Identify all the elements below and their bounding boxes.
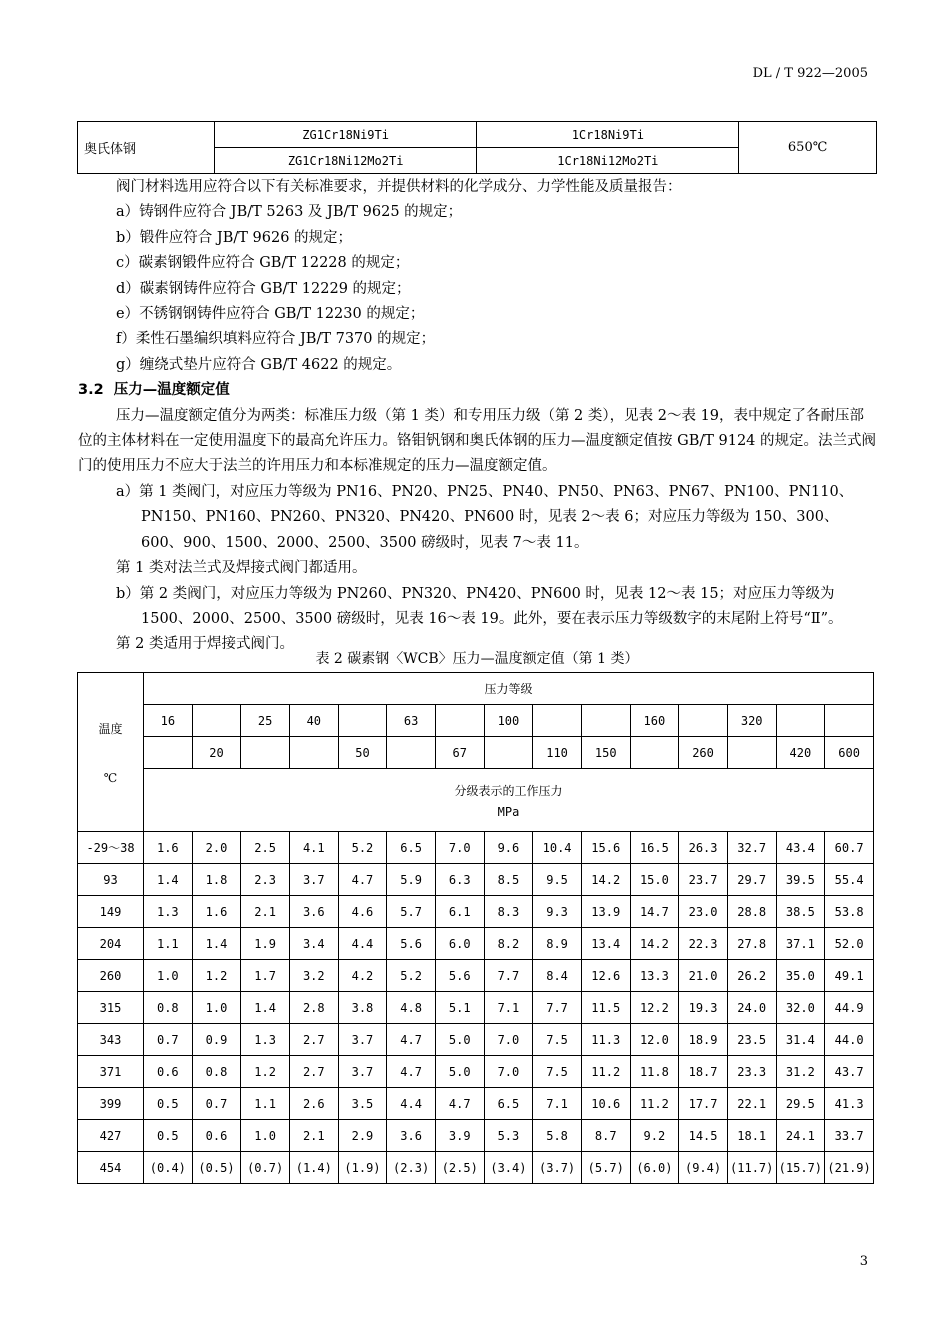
pressure-class-cell: 25 xyxy=(241,705,290,737)
pressure-class-cell: 40 xyxy=(289,705,338,737)
section-number: 3.2 xyxy=(78,382,104,399)
temperature-cell: 93 xyxy=(78,864,144,896)
list-item-b: b）第 2 类阀门，对应压力等级为 PN260、PN320、PN420、PN600 时，见表 12～表 15；对应压力等级为 1500、2000、2500、3500 磅级时，见表 16～表 19。此外，要在表示压力等级数字的末尾附上符号“Ⅱ”。 xyxy=(116,585,843,627)
pressure-class-cell: 63 xyxy=(387,705,436,737)
pressure-class-cell xyxy=(727,737,776,769)
pressure-value-cell: (0.7) xyxy=(241,1152,290,1184)
list-item: d）碳素钢铸件应符合 GB/T 12229 的规定； xyxy=(116,280,411,297)
pressure-value-cell: 13.9 xyxy=(581,896,630,928)
working-pressure-label: 分级表示的工作压力 xyxy=(454,783,563,798)
paragraph: 压力—温度额定值分为两类：标准压力级（第 1 类）和专用压力级（第 2 类），见表 2～表 19，表中规定了各耐压部位的主体材料在一定使用温度下的最高允许压力。铬钼钒钢和奥氏体钢的压力—温度额定值按 GB/T 9124 的规定。法兰式阀门的使用压力不应大于法兰的许用压力和本标准规定的压力—温度额定值。 xyxy=(78,407,877,475)
pressure-value-cell: 4.7 xyxy=(387,1056,436,1088)
working-pressure-header xyxy=(144,769,874,832)
pressure-value-cell: 3.6 xyxy=(387,1120,436,1152)
pressure-value-cell: 2.7 xyxy=(289,1024,338,1056)
pressure-value-cell: (1.9) xyxy=(338,1152,387,1184)
pressure-value-cell: 8.3 xyxy=(484,896,533,928)
pressure-value-cell: 15.0 xyxy=(630,864,679,896)
pressure-value-cell: 6.3 xyxy=(435,864,484,896)
pressure-value-cell: 3.4 xyxy=(289,928,338,960)
list-item: c）碳素钢锻件应符合 GB/T 12228 的规定； xyxy=(116,255,410,272)
pressure-class-cell xyxy=(241,737,290,769)
pressure-value-cell: 7.5 xyxy=(533,1056,582,1088)
pressure-value-cell: 31.4 xyxy=(776,1024,825,1056)
pressure-value-cell: 1.0 xyxy=(241,1120,290,1152)
pressure-value-cell: 4.1 xyxy=(289,832,338,864)
pressure-value-cell: 11.3 xyxy=(581,1024,630,1056)
pressure-value-cell: 8.7 xyxy=(581,1120,630,1152)
pressure-value-cell: 1.7 xyxy=(241,960,290,992)
pressure-value-cell: 5.0 xyxy=(435,1024,484,1056)
pressure-value-cell: 5.3 xyxy=(484,1120,533,1152)
pressure-value-cell: 33.7 xyxy=(825,1120,874,1152)
pressure-class-cell: 600 xyxy=(825,737,874,769)
temperature-cell: 343 xyxy=(78,1024,144,1056)
table-row xyxy=(78,896,874,928)
list-item: g）缠绕式垫片应符合 GB/T 4622 的规定。 xyxy=(116,356,402,373)
pressure-value-cell: (15.7) xyxy=(776,1152,825,1184)
temperature-cell: 399 xyxy=(78,1088,144,1120)
pressure-value-cell: (2.5) xyxy=(435,1152,484,1184)
note: 第 2 类适用于焊接式阀门。 xyxy=(116,636,294,653)
pressure-value-cell: 22.1 xyxy=(727,1088,776,1120)
pressure-class-cell: 50 xyxy=(338,737,387,769)
pressure-value-cell: 29.5 xyxy=(776,1088,825,1120)
pressure-class-cell xyxy=(533,705,582,737)
temperature-cell: 427 xyxy=(78,1120,144,1152)
pressure-value-cell: 2.3 xyxy=(241,864,290,896)
table-row xyxy=(78,928,874,960)
pressure-value-cell: 9.2 xyxy=(630,1120,679,1152)
list-item: b）锻件应符合 JB/T 9626 的规定； xyxy=(116,229,353,246)
table-row xyxy=(78,1056,874,1088)
pressure-value-cell: 1.4 xyxy=(144,864,193,896)
forged-material: 1Cr18Ni9Ti xyxy=(477,122,739,148)
pressure-value-cell: 11.2 xyxy=(630,1088,679,1120)
pressure-value-cell: 1.0 xyxy=(144,960,193,992)
pressure-value-cell: 0.6 xyxy=(192,1120,241,1152)
pressure-value-cell: 5.1 xyxy=(435,992,484,1024)
pressure-value-cell: 6.5 xyxy=(484,1088,533,1120)
pressure-value-cell: 7.1 xyxy=(533,1088,582,1120)
list-item: f）柔性石墨编织填料应符合 JB/T 7370 的规定； xyxy=(116,331,436,348)
pressure-value-cell: 2.6 xyxy=(289,1088,338,1120)
pressure-value-cell: 3.5 xyxy=(338,1088,387,1120)
pressure-value-cell: 9.6 xyxy=(484,832,533,864)
document-code: DL / T 922—2005 xyxy=(752,66,868,81)
pressure-class-cell xyxy=(289,737,338,769)
temperature-cell: 315 xyxy=(78,992,144,1024)
pressure-value-cell: 7.0 xyxy=(484,1024,533,1056)
pressure-class-cell xyxy=(581,705,630,737)
pressure-value-cell: 5.2 xyxy=(338,832,387,864)
pressure-class-cell xyxy=(338,705,387,737)
pressure-value-cell: 4.8 xyxy=(387,992,436,1024)
pressure-class-cell xyxy=(630,737,679,769)
pressure-value-cell: 3.7 xyxy=(289,864,338,896)
pressure-value-cell: 38.5 xyxy=(776,896,825,928)
table-row xyxy=(78,1024,874,1056)
pressure-value-cell: 14.5 xyxy=(679,1120,728,1152)
material-category: 奥氏体钢 xyxy=(78,122,215,174)
pressure-value-cell: 39.5 xyxy=(776,864,825,896)
pressure-value-cell: 10.4 xyxy=(533,832,582,864)
pressure-value-cell: 8.9 xyxy=(533,928,582,960)
pressure-value-cell: 1.1 xyxy=(144,928,193,960)
pressure-value-cell: 44.0 xyxy=(825,1024,874,1056)
pressure-value-cell: 15.6 xyxy=(581,832,630,864)
table-row xyxy=(78,1088,874,1120)
section-heading xyxy=(78,378,878,403)
pressure-value-cell: 0.8 xyxy=(144,992,193,1024)
pressure-value-cell: 0.5 xyxy=(144,1088,193,1120)
pressure-value-cell: (1.4) xyxy=(289,1152,338,1184)
pressure-value-cell: (9.4) xyxy=(679,1152,728,1184)
pressure-value-cell: 4.7 xyxy=(387,1024,436,1056)
section-title: 压力—温度额定值 xyxy=(113,382,230,399)
pressure-class-cell xyxy=(144,737,193,769)
pressure-value-cell: (21.9) xyxy=(825,1152,874,1184)
pressure-value-cell: (5.7) xyxy=(581,1152,630,1184)
pressure-value-cell: 1.9 xyxy=(241,928,290,960)
pressure-class-cell: 160 xyxy=(630,705,679,737)
pressure-value-cell: 3.6 xyxy=(289,896,338,928)
pressure-value-cell: 2.5 xyxy=(241,832,290,864)
pressure-value-cell: 9.3 xyxy=(533,896,582,928)
pressure-value-cell: 14.7 xyxy=(630,896,679,928)
pressure-value-cell: 4.2 xyxy=(338,960,387,992)
pressure-value-cell: 44.9 xyxy=(825,992,874,1024)
pressure-value-cell: 4.4 xyxy=(387,1088,436,1120)
list-item: e）不锈钢钢铸件应符合 GB/T 12230 的规定； xyxy=(116,306,425,323)
pressure-class-cell xyxy=(484,737,533,769)
pressure-value-cell: 16.5 xyxy=(630,832,679,864)
pressure-value-cell: 3.9 xyxy=(435,1120,484,1152)
pressure-value-cell: 21.0 xyxy=(679,960,728,992)
pressure-value-cell: 2.9 xyxy=(338,1120,387,1152)
table-row xyxy=(78,1120,874,1152)
pressure-value-cell: 41.3 xyxy=(825,1088,874,1120)
pressure-value-cell: 4.6 xyxy=(338,896,387,928)
pressure-value-cell: 27.8 xyxy=(727,928,776,960)
pressure-value-cell: 1.4 xyxy=(192,928,241,960)
pressure-value-cell: 4.7 xyxy=(435,1088,484,1120)
temperature-label: 温度 xyxy=(98,721,123,736)
pressure-value-cell: 5.7 xyxy=(387,896,436,928)
pressure-value-cell: 18.1 xyxy=(727,1120,776,1152)
pressure-value-cell: 29.7 xyxy=(727,864,776,896)
pressure-value-cell: 11.8 xyxy=(630,1056,679,1088)
pressure-value-cell: 12.6 xyxy=(581,960,630,992)
temperature-cell: -29～38 xyxy=(78,832,144,864)
pressure-class-cell xyxy=(435,705,484,737)
table-row xyxy=(78,992,874,1024)
note: 第 1 类对法兰式及焊接式阀门都适用。 xyxy=(116,560,367,577)
pressure-value-cell: 14.2 xyxy=(630,928,679,960)
pressure-value-cell: (0.5) xyxy=(192,1152,241,1184)
material-table xyxy=(77,121,877,174)
pressure-value-cell: 2.1 xyxy=(241,896,290,928)
pressure-value-cell: 9.5 xyxy=(533,864,582,896)
pressure-class-cell: 420 xyxy=(776,737,825,769)
intro-paragraph: 阀门材料选用应符合以下有关标准要求，并提供材料的化学成分、力学性能及质量报告： xyxy=(116,179,682,195)
pressure-value-cell: 11.5 xyxy=(581,992,630,1024)
pressure-temperature-table xyxy=(77,672,874,1184)
temperature-unit: ℃ xyxy=(103,770,118,785)
cast-material: ZG1Cr18Ni12Mo2Ti xyxy=(214,148,477,174)
pressure-value-cell: 1.8 xyxy=(192,864,241,896)
table-caption: 表 2 碳素钢〈WCB〉压力—温度额定值（第 1 类） xyxy=(315,651,639,667)
pressure-value-cell: 1.3 xyxy=(144,896,193,928)
list-item-a: a）第 1 类阀门，对应压力等级为 PN16、PN20、PN25、PN40、PN50、PN63、PN67、PN100、PN110、 PN150、PN160、PN260、PN320、PN420、PN600 时，见表 2～表 6；对应压力等级为 150、300、600、900、1500、2000、2500、3500 磅级时，见表 7～表 11。 xyxy=(116,483,854,551)
pressure-value-cell: 24.1 xyxy=(776,1120,825,1152)
pressure-value-cell: (3.4) xyxy=(484,1152,533,1184)
pressure-value-cell: 5.9 xyxy=(387,864,436,896)
pressure-class-cell: 20 xyxy=(192,737,241,769)
pressure-value-cell: 35.0 xyxy=(776,960,825,992)
pressure-class-cell: 67 xyxy=(435,737,484,769)
pressure-value-cell: 26.2 xyxy=(727,960,776,992)
pressure-value-cell: (0.4) xyxy=(144,1152,193,1184)
pressure-value-cell: 3.7 xyxy=(338,1024,387,1056)
pressure-value-cell: 1.2 xyxy=(192,960,241,992)
list-item: a）铸钢件应符合 JB/T 5263 及 JB/T 9625 的规定； xyxy=(116,204,463,221)
pressure-value-cell: 0.7 xyxy=(144,1024,193,1056)
pressure-value-cell: 28.8 xyxy=(727,896,776,928)
pressure-value-cell: 32.0 xyxy=(776,992,825,1024)
working-pressure-unit: MPa xyxy=(497,804,520,819)
pressure-class-cell xyxy=(825,705,874,737)
pressure-class-label: 压力等级 xyxy=(144,673,874,705)
pressure-value-cell: 23.3 xyxy=(727,1056,776,1088)
table-row xyxy=(78,832,874,864)
pressure-value-cell: 12.2 xyxy=(630,992,679,1024)
pressure-value-cell: 26.3 xyxy=(679,832,728,864)
pressure-value-cell: 13.4 xyxy=(581,928,630,960)
pressure-value-cell: 7.0 xyxy=(484,1056,533,1088)
pressure-value-cell: 14.2 xyxy=(581,864,630,896)
pressure-class-cell xyxy=(776,705,825,737)
pressure-value-cell: (11.7) xyxy=(727,1152,776,1184)
pressure-value-cell: 49.1 xyxy=(825,960,874,992)
pressure-value-cell: 1.1 xyxy=(241,1088,290,1120)
pressure-value-cell: 1.3 xyxy=(241,1024,290,1056)
pressure-value-cell: 7.7 xyxy=(533,992,582,1024)
pressure-value-cell: 0.8 xyxy=(192,1056,241,1088)
pressure-value-cell: 37.1 xyxy=(776,928,825,960)
table-row xyxy=(78,1152,874,1184)
pressure-value-cell: 1.6 xyxy=(192,896,241,928)
pressure-value-cell: 3.8 xyxy=(338,992,387,1024)
pressure-class-cell: 16 xyxy=(144,705,193,737)
pressure-value-cell: 6.0 xyxy=(435,928,484,960)
pressure-value-cell: 10.6 xyxy=(581,1088,630,1120)
table-row xyxy=(78,864,874,896)
pressure-class-cell xyxy=(192,705,241,737)
pressure-value-cell: 19.3 xyxy=(679,992,728,1024)
page-number: 3 xyxy=(859,1254,868,1269)
pressure-value-cell: 23.5 xyxy=(727,1024,776,1056)
pressure-value-cell: 22.3 xyxy=(679,928,728,960)
pressure-value-cell: (6.0) xyxy=(630,1152,679,1184)
temperature-cell: 454 xyxy=(78,1152,144,1184)
pressure-class-cell: 100 xyxy=(484,705,533,737)
pressure-value-cell: 5.2 xyxy=(387,960,436,992)
pressure-value-cell: 3.2 xyxy=(289,960,338,992)
pressure-value-cell: 2.1 xyxy=(289,1120,338,1152)
pressure-value-cell: 5.0 xyxy=(435,1056,484,1088)
pressure-value-cell: 23.0 xyxy=(679,896,728,928)
pressure-value-cell: 0.6 xyxy=(144,1056,193,1088)
pressure-value-cell: 3.7 xyxy=(338,1056,387,1088)
pressure-value-cell: 8.2 xyxy=(484,928,533,960)
pressure-value-cell: 8.4 xyxy=(533,960,582,992)
pressure-value-cell: 18.9 xyxy=(679,1024,728,1056)
temperature-cell: 149 xyxy=(78,896,144,928)
material-temperature: 650℃ xyxy=(739,122,877,174)
pressure-value-cell: 1.4 xyxy=(241,992,290,1024)
pressure-value-cell: 8.5 xyxy=(484,864,533,896)
pressure-value-cell: (2.3) xyxy=(387,1152,436,1184)
pressure-value-cell: 43.7 xyxy=(825,1056,874,1088)
pressure-class-cell: 260 xyxy=(679,737,728,769)
pressure-value-cell: 18.7 xyxy=(679,1056,728,1088)
body-text xyxy=(78,175,878,658)
pressure-class-cell: 150 xyxy=(581,737,630,769)
pressure-value-cell: 2.7 xyxy=(289,1056,338,1088)
pressure-value-cell: 17.7 xyxy=(679,1088,728,1120)
pressure-value-cell: 60.7 xyxy=(825,832,874,864)
pressure-value-cell: 52.0 xyxy=(825,928,874,960)
pressure-value-cell: (3.7) xyxy=(533,1152,582,1184)
pressure-value-cell: 55.4 xyxy=(825,864,874,896)
pressure-value-cell: 0.9 xyxy=(192,1024,241,1056)
cast-material: ZG1Cr18Ni9Ti xyxy=(214,122,477,148)
pressure-value-cell: 6.1 xyxy=(435,896,484,928)
pressure-value-cell: 1.0 xyxy=(192,992,241,1024)
pressure-value-cell: 7.1 xyxy=(484,992,533,1024)
pressure-value-cell: 7.0 xyxy=(435,832,484,864)
pressure-value-cell: 4.7 xyxy=(338,864,387,896)
pressure-value-cell: 2.0 xyxy=(192,832,241,864)
pressure-value-cell: 11.2 xyxy=(581,1056,630,1088)
pressure-value-cell: 1.6 xyxy=(144,832,193,864)
pressure-value-cell: 43.4 xyxy=(776,832,825,864)
forged-material: 1Cr18Ni12Mo2Ti xyxy=(477,148,739,174)
pressure-value-cell: 1.2 xyxy=(241,1056,290,1088)
pressure-value-cell: 31.2 xyxy=(776,1056,825,1088)
pressure-class-cell xyxy=(387,737,436,769)
pressure-value-cell: 7.7 xyxy=(484,960,533,992)
pressure-value-cell: 5.8 xyxy=(533,1120,582,1152)
pressure-value-cell: 0.5 xyxy=(144,1120,193,1152)
pressure-class-cell: 110 xyxy=(533,737,582,769)
pressure-value-cell: 7.5 xyxy=(533,1024,582,1056)
pressure-class-cell: 320 xyxy=(727,705,776,737)
pressure-value-cell: 0.7 xyxy=(192,1088,241,1120)
temperature-cell: 371 xyxy=(78,1056,144,1088)
pressure-value-cell: 5.6 xyxy=(435,960,484,992)
temperature-header xyxy=(78,673,144,832)
pressure-value-cell: 4.4 xyxy=(338,928,387,960)
pressure-value-cell: 23.7 xyxy=(679,864,728,896)
pressure-value-cell: 24.0 xyxy=(727,992,776,1024)
temperature-cell: 260 xyxy=(78,960,144,992)
pressure-value-cell: 6.5 xyxy=(387,832,436,864)
pressure-value-cell: 12.0 xyxy=(630,1024,679,1056)
pressure-value-cell: 53.8 xyxy=(825,896,874,928)
pressure-value-cell: 13.3 xyxy=(630,960,679,992)
pressure-value-cell: 5.6 xyxy=(387,928,436,960)
pressure-value-cell: 2.8 xyxy=(289,992,338,1024)
pressure-class-cell xyxy=(679,705,728,737)
temperature-cell: 204 xyxy=(78,928,144,960)
table-row xyxy=(78,960,874,992)
pressure-value-cell: 32.7 xyxy=(727,832,776,864)
